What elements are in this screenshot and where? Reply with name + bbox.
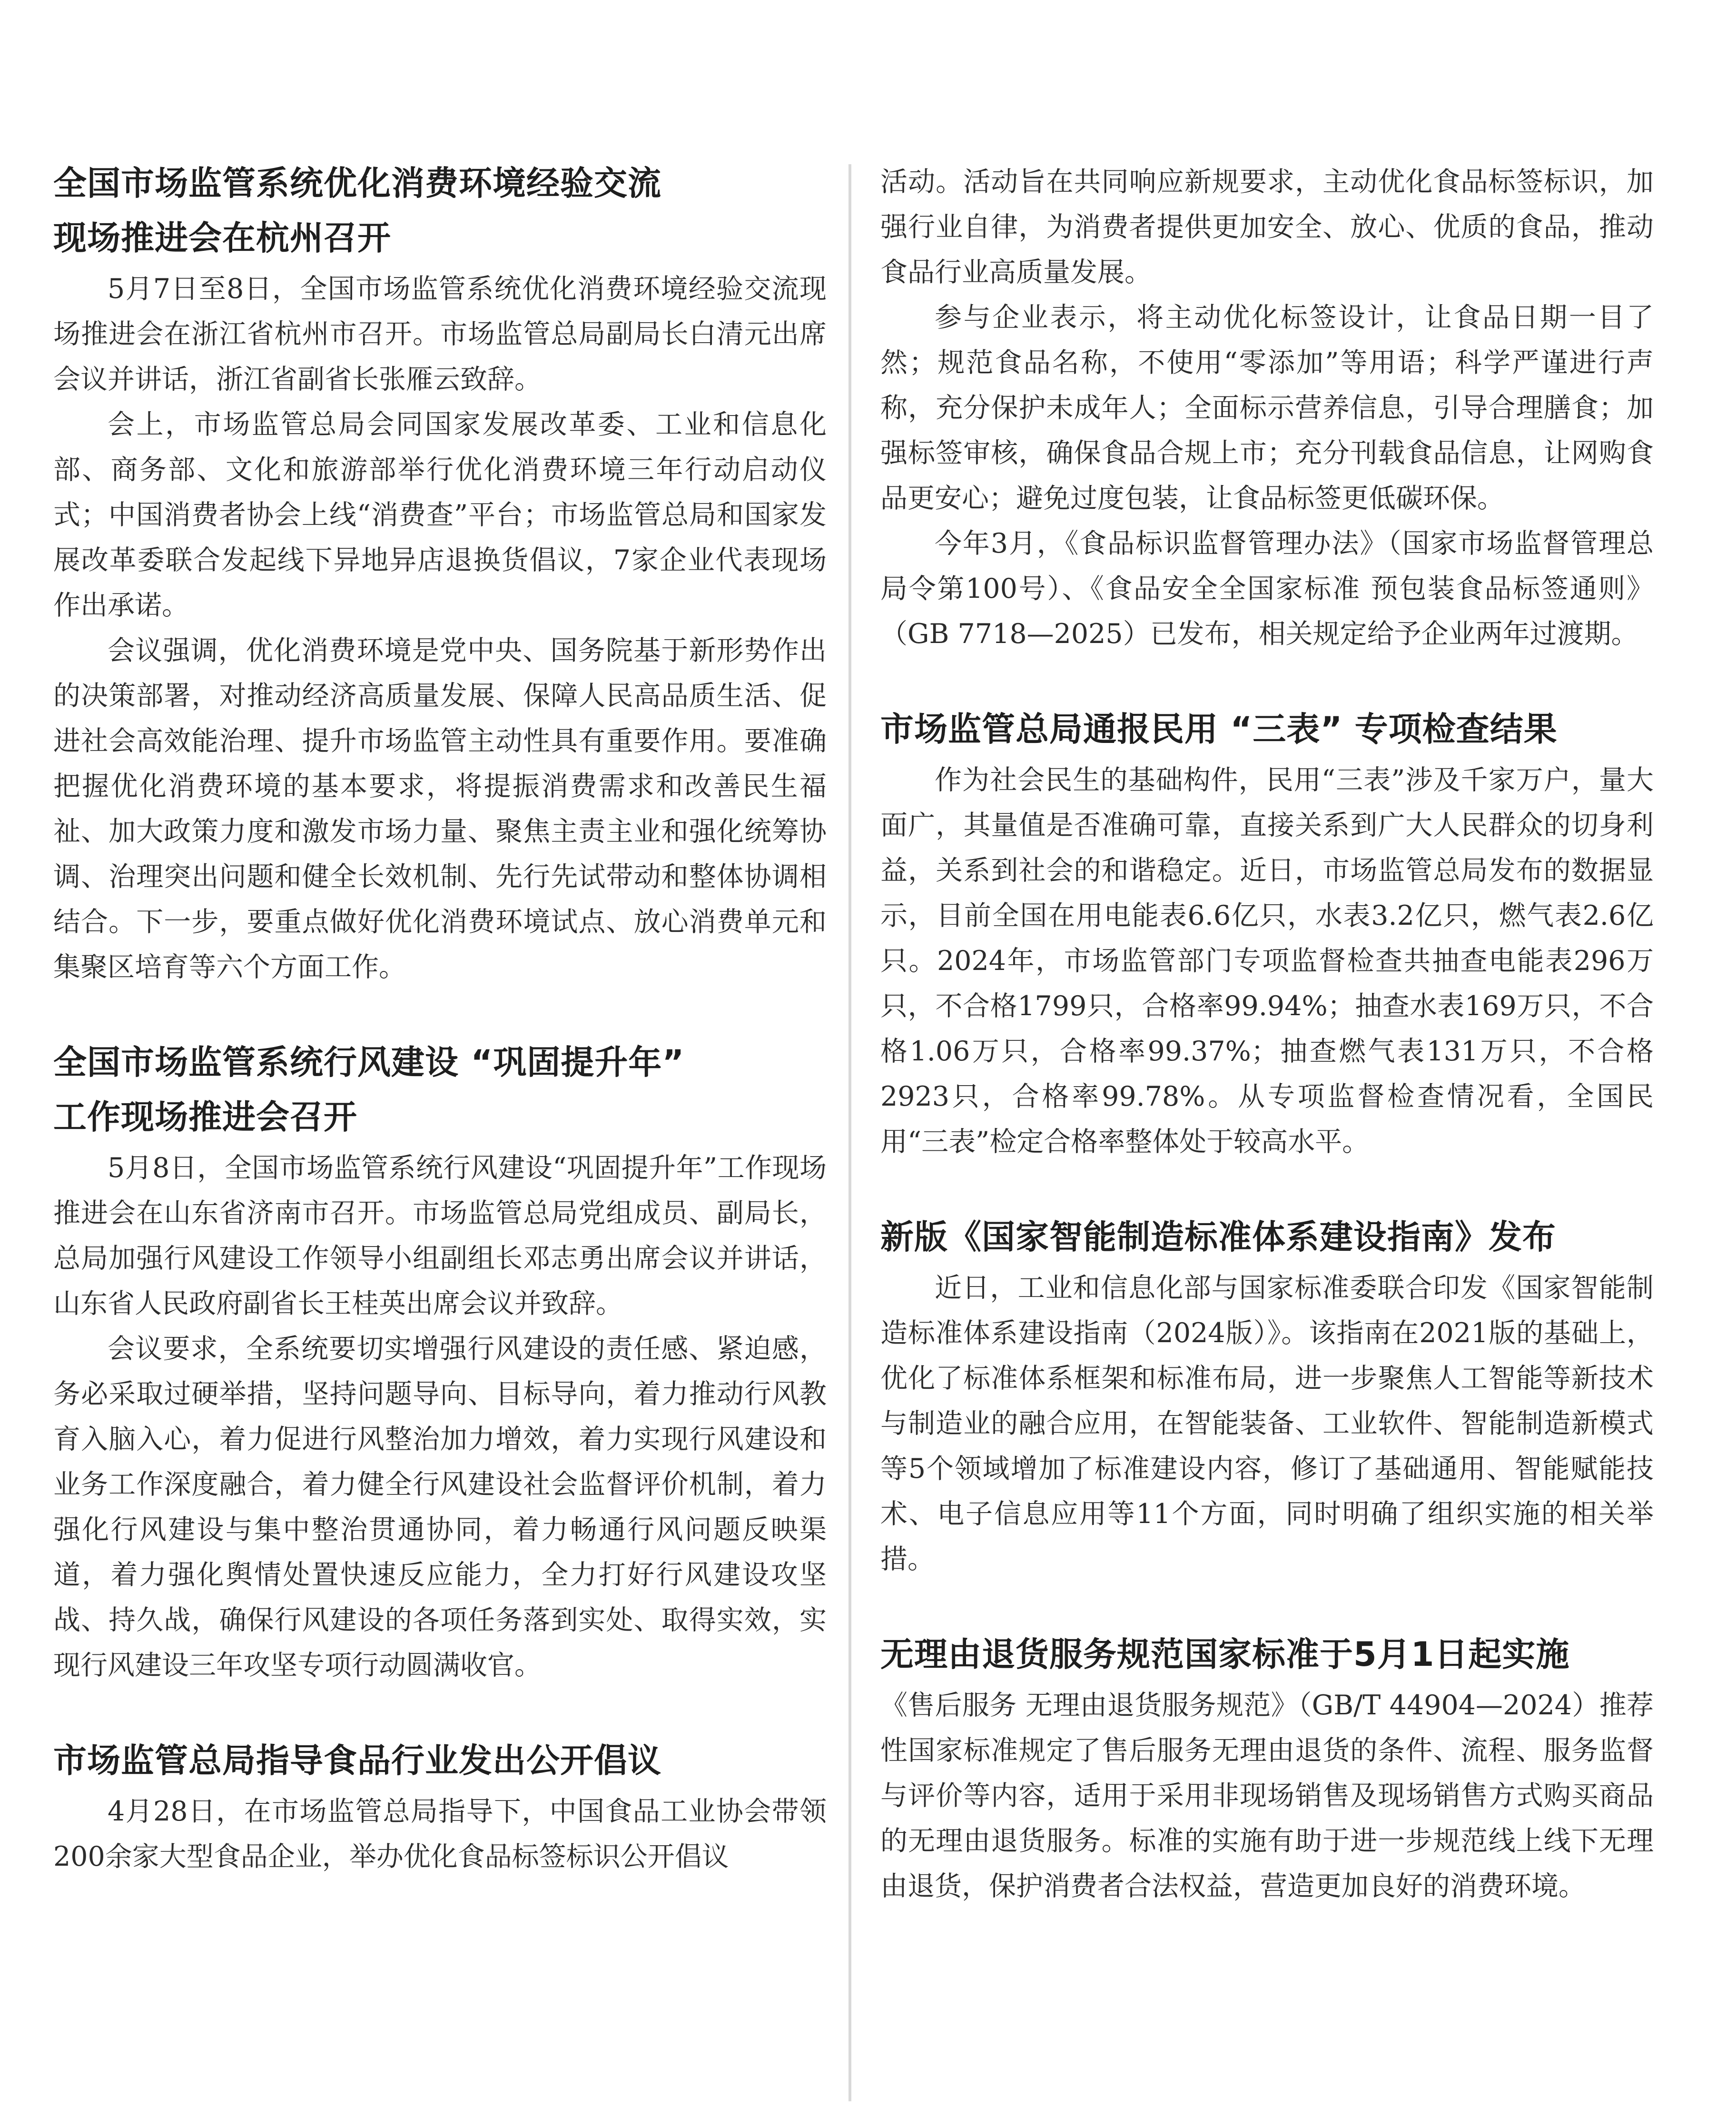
article-title-line: 全国市场监管系统行风建设 “巩固提升年”	[53, 1043, 685, 1082]
article-food-label-initiative	[53, 1733, 827, 1880]
article-paragraph: 近日，工业和信息化部与国家标准委联合印发《国家智能制造标准体系建设指南（2024版）》。该指南在2021版的基础上，优化了标准体系框架和标准布局，进一步聚焦人工智能等新技术与制造业的融合应用，在智能装备、工业软件、智能制造新模式等5个领域增加了标准建设内容，修订了基础通用、智能赋能技术、电子信息应用等11个方面，同时明确了组织实施的相关举措。	[880, 1272, 1654, 1575]
article-paragraph: 活动。活动旨在共同响应新规要求，主动优化食品标签标识，加强行业自律，为消费者提供更加安全、放心、优质的食品，推动食品行业高质量发展。	[880, 166, 1654, 288]
article-paragraph: 会议要求，全系统要切实增强行风建设的责任感、紧迫感，务必采取过硬举措，坚持问题导向、目标导向，着力推动行风教育入脑入心，着力促进行风整治加力增效，着力实现行风建设和业务工作深度融合，着力健全行风建设社会监督评价机制，着力强化行风建设与集中整治贯通协同，着力畅通行风问题反映渠道，着力强化舆情处置快速反应能力，全力打好行风建设攻坚战、持久战，确保行风建设的各项任务落到实处、取得实效，实现行风建设三年攻坚专项行动圆满收官。	[53, 1333, 827, 1681]
article-conduct-building	[53, 1035, 827, 1688]
article-title-line: 全国市场监管系统优化消费环境经验交流	[53, 164, 661, 203]
article-paragraph: 《售后服务 无理由退货服务规范》（GB/T 44904—2024）推荐性国家标准规定了售后服务无理由退货的条件、流程、服务监督与评价等内容，适用于采用非现场销售及现场销售方式购买商品的无理由退货服务。标准的实施有助于进一步规范线上线下无理由退货，保护消费者合法权益，营造更加良好的消费环境。	[880, 1690, 1654, 1902]
article-paragraph: 作为社会民生的基础构件，民用“三表”涉及千家万户，量大面广，其量值是否准确可靠，直接关系到广大人民群众的切身利益，关系到社会的和谐稳定。近日，市场监管总局发布的数据显示，目前全国在用电能表6.6亿只，水表3.2亿只，燃气表2.6亿只。2024年，市场监管部门专项监督检查共抽查电能表296万只，不合格1799只，合格率99.94%；抽查水表169万只，不合格1.06万只，合格率99.37%；抽查燃气表131万只，不合格2923只，合格率99.78%。从专项监督检查情况看，全国民用“三表”检定合格率整体处于较高水平。	[880, 764, 1654, 1157]
article-three-meters-inspection	[880, 702, 1654, 1165]
article-title: 无理由退货服务规范国家标准于5月1日起实施	[880, 1635, 1570, 1674]
article-food-label-initiative-continued	[880, 159, 1654, 657]
article-paragraph: 5月7日至8日，全国市场监管系统优化消费环境经验交流现场推进会在浙江省杭州市召开。市场监管总局副局长白清元出席会议并讲话，浙江省副省长张雁云致辞。	[53, 273, 827, 395]
article-title: 市场监管总局通报民用 “三表” 专项检查结果	[880, 710, 1558, 749]
article-title-line: 现场推进会在杭州召开	[53, 218, 391, 257]
article-paragraph: 4月28日，在市场监管总局指导下，中国食品工业协会带领200余家大型食品企业，举办优化食品标签标识公开倡议	[53, 1796, 827, 1872]
left-column	[53, 156, 827, 1925]
article-title: 新版《国家智能制造标准体系建设指南》发布	[880, 1217, 1556, 1256]
article-consumer-environment	[53, 156, 827, 990]
right-column	[880, 159, 1654, 1954]
column-divider	[848, 164, 851, 2101]
article-paragraph: 今年3月，《食品标识监督管理办法》（国家市场监督管理总局令第100号）、《食品安全全国家标准 预包装食品标签通则》（GB 7718—2025）已发布，相关规定给予企业两年过渡期。	[880, 528, 1654, 650]
article-paragraph: 5月8日，全国市场监管系统行风建设“巩固提升年”工作现场推进会在山东省济南市召开。市场监管总局党组成员、副局长，总局加强行风建设工作领导小组副组长邓志勇出席会议并讲话，山东省人民政府副省长王桂英出席会议并致辞。	[53, 1152, 827, 1319]
article-smart-manufacturing-guide	[880, 1210, 1654, 1582]
article-return-service-standard	[880, 1627, 1654, 1909]
article-paragraph: 参与企业表示，将主动优化标签设计，让食品日期一目了然；规范食品名称，不使用“零添加”等用语；科学严谨进行声称，充分保护未成年人；全面标示营养信息，引导合理膳食；加强标签审核，确保食品合规上市；充分刊载食品信息，让网购食品更安心；避免过度包装，让食品标签更低碳环保。	[880, 302, 1654, 514]
article-title-line: 工作现场推进会召开	[53, 1098, 357, 1137]
article-title	[53, 156, 827, 266]
article-title	[53, 1035, 827, 1145]
article-title: 市场监管总局指导食品行业发出公开倡议	[53, 1741, 661, 1780]
article-paragraph: 会上，市场监管总局会同国家发展改革委、工业和信息化部、商务部、文化和旅游部举行优化消费环境三年行动启动仪式；中国消费者协会上线“消费查”平台；市场监管总局和国家发展改革委联合发起线下异地异店退换货倡议，7家企业代表现场作出承诺。	[53, 409, 827, 621]
article-paragraph: 会议强调，优化消费环境是党中央、国务院基于新形势作出的决策部署，对推动经济高质量发展、保障人民高品质生活、促进社会高效能治理、提升市场监管主动性具有重要作用。要准确把握优化消费环境的基本要求，将提振消费需求和改善民生福祉、加大政策力度和激发市场力量、聚焦主责主业和强化统筹协调、治理突出问题和健全长效机制、先行先试带动和整体协调相结合。下一步，要重点做好优化消费环境试点、放心消费单元和集聚区培育等六个方面工作。	[53, 635, 827, 983]
